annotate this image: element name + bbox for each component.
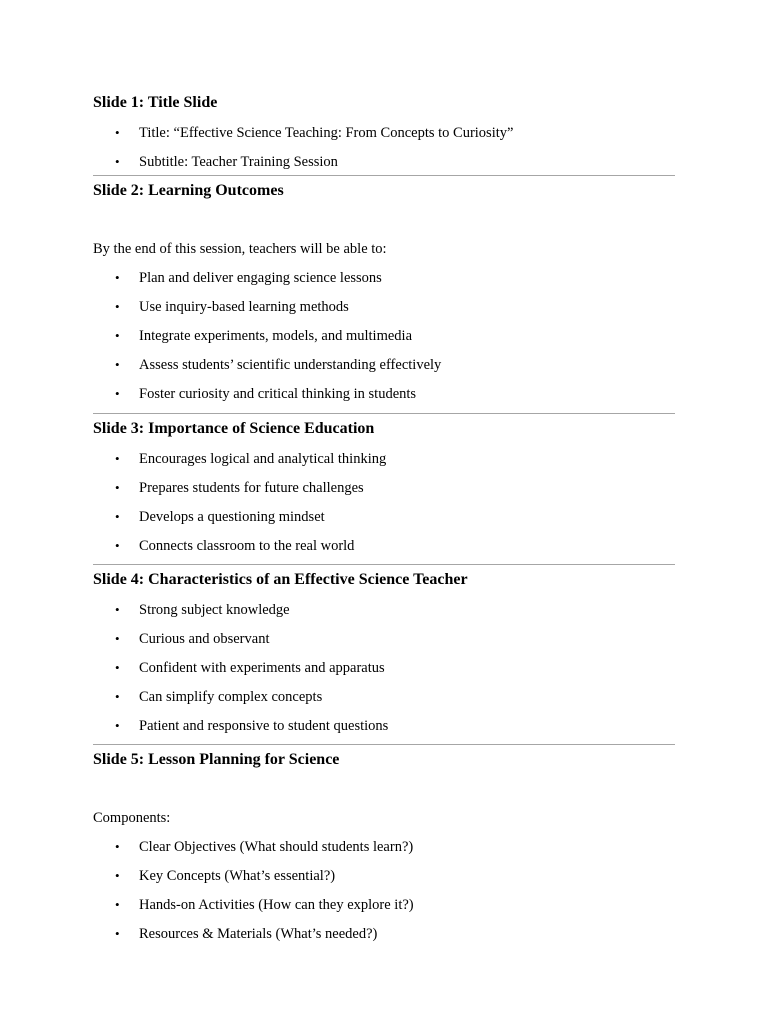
bullet-icon: • — [115, 602, 120, 617]
list-item-text: Encourages logical and analytical thinking — [139, 451, 387, 467]
list-item — [93, 152, 675, 172]
list-item — [93, 536, 675, 556]
bullet-icon: • — [115, 386, 120, 401]
bullet-icon: • — [115, 718, 120, 733]
bullet-icon: • — [115, 357, 120, 372]
list-item-text: Clear Objectives (What should students learn?) — [139, 839, 414, 855]
bullet-list — [93, 600, 675, 736]
list-item-text: Connects classroom to the real world — [139, 538, 355, 554]
slide-section-2 — [93, 181, 675, 414]
bullet-icon: • — [115, 125, 120, 140]
list-item-text: Confident with experiments and apparatus — [139, 660, 385, 676]
list-item-text: Title: “Effective Science Teaching: From Concepts to Curiosity” — [139, 125, 514, 141]
list-item-text: Use inquiry-based learning methods — [139, 299, 349, 315]
list-item-text: Subtitle: Teacher Training Session — [139, 154, 338, 170]
bullet-icon: • — [115, 299, 120, 314]
list-item — [93, 123, 675, 143]
bullet-icon: • — [115, 538, 120, 553]
bullet-icon: • — [115, 660, 120, 675]
list-item — [93, 507, 675, 527]
list-item-text: Integrate experiments, models, and multimedia — [139, 328, 413, 344]
bullet-icon: • — [115, 689, 120, 704]
slide-heading: Slide 3: Importance of Science Education — [93, 420, 375, 437]
list-item — [93, 837, 675, 857]
list-item-text: Resources & Materials (What’s needed?) — [139, 926, 378, 942]
slide-section-1 — [93, 93, 675, 176]
bullet-icon: • — [115, 480, 120, 495]
slide-section-3 — [93, 419, 675, 565]
list-item-text: Hands-on Activities (How can they explore it?) — [139, 897, 414, 913]
document-page — [93, 93, 675, 948]
list-item — [93, 866, 675, 886]
slide-heading: Slide 1: Title Slide — [93, 94, 218, 111]
list-item — [93, 326, 675, 346]
bullet-icon: • — [115, 154, 120, 169]
list-item — [93, 658, 675, 678]
slide-intro-text: Components: — [93, 810, 171, 826]
list-item — [93, 629, 675, 649]
bullet-list — [93, 837, 675, 944]
bullet-list — [93, 449, 675, 556]
list-item-text: Prepares students for future challenges — [139, 480, 364, 496]
bullet-icon: • — [115, 328, 120, 343]
slide-heading: Slide 4: Characteristics of an Effective Science Teacher — [93, 571, 468, 588]
list-item — [93, 924, 675, 944]
bullet-list — [93, 268, 675, 404]
list-item — [93, 716, 675, 736]
list-item-text: Develops a questioning mindset — [139, 509, 325, 525]
list-item — [93, 478, 675, 498]
list-item-text: Assess students’ scientific understanding effectively — [139, 357, 442, 373]
list-item — [93, 268, 675, 288]
bullet-icon: • — [115, 926, 120, 941]
list-item-text: Plan and deliver engaging science lessons — [139, 270, 382, 286]
bullet-icon: • — [115, 897, 120, 912]
bullet-icon: • — [115, 631, 120, 646]
list-item — [93, 297, 675, 317]
bullet-icon: • — [115, 451, 120, 466]
slide-section-4 — [93, 570, 675, 745]
slide-intro-text: By the end of this session, teachers will be able to: — [93, 241, 387, 257]
bullet-icon: • — [115, 868, 120, 883]
list-item-text: Foster curiosity and critical thinking in students — [139, 386, 417, 402]
list-item — [93, 600, 675, 620]
list-item-text: Key Concepts (What’s essential?) — [139, 868, 336, 884]
list-item — [93, 687, 675, 707]
list-item — [93, 895, 675, 915]
list-item — [93, 449, 675, 469]
list-item — [93, 384, 675, 404]
list-item-text: Curious and observant — [139, 631, 270, 647]
bullet-icon: • — [115, 839, 120, 854]
bullet-icon: • — [115, 270, 120, 285]
slide-section-5 — [93, 750, 675, 948]
list-item-text: Can simplify complex concepts — [139, 689, 323, 705]
list-item-text: Patient and responsive to student questions — [139, 718, 389, 734]
slide-heading: Slide 2: Learning Outcomes — [93, 182, 284, 199]
list-item-text: Strong subject knowledge — [139, 602, 290, 618]
slide-heading: Slide 5: Lesson Planning for Science — [93, 751, 340, 768]
bullet-icon: • — [115, 509, 120, 524]
list-item — [93, 355, 675, 375]
bullet-list — [93, 123, 675, 172]
